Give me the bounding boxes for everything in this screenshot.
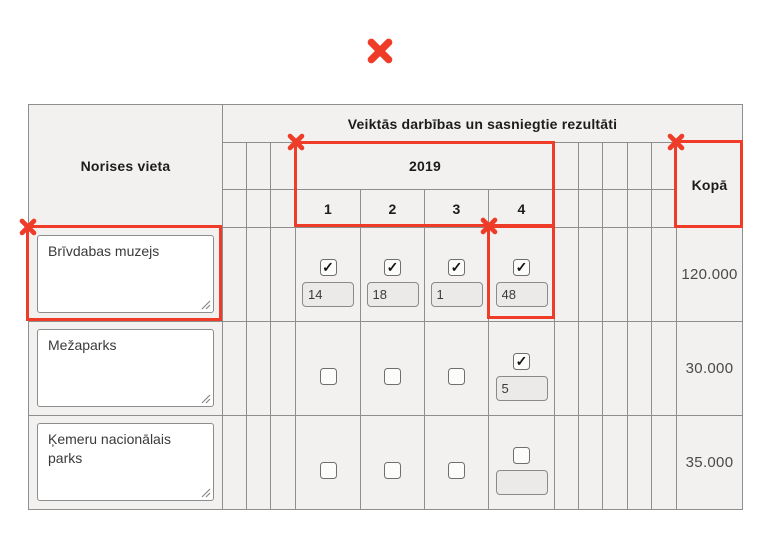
spacer-cell [555,143,579,190]
spacer-cell [271,322,296,416]
year-column-header [296,143,555,190]
venue-header-label: Norises vieta [80,158,171,174]
total-cell-row-2 [677,322,743,416]
year-header-label: 2019 [409,158,441,174]
spacer-cell [628,322,652,416]
spacer-cell [223,322,247,416]
quarter-checkbox[interactable] [384,462,401,479]
activity-cell-r1-q2 [361,228,425,322]
quarter-header-label: 1 [324,200,332,217]
activity-cell-r1-q1 [296,228,361,322]
spacer-cell [223,228,247,322]
activity-cell-r2-q3 [425,322,489,416]
quarter-checkbox[interactable]: ✓ [320,259,337,276]
quarter-header-4 [489,190,555,228]
spacer-cell [247,190,271,228]
spacer-cell [555,416,579,510]
quarter-checkbox[interactable] [320,462,337,479]
quarter-checkbox[interactable]: ✓ [384,259,401,276]
spacer-cell [579,416,603,510]
quarter-checkbox[interactable] [513,447,530,464]
venue-cell-row-3 [29,416,223,510]
spacer-cell [652,228,677,322]
spacer-cell [271,416,296,510]
quarter-header-label: 4 [517,200,526,217]
quarter-checkbox[interactable]: ✓ [513,353,530,370]
results-table [28,104,743,510]
venue-textarea[interactable] [37,423,214,501]
quarter-checkbox[interactable]: ✓ [513,259,530,276]
spacer-cell [247,143,271,190]
spacer-cell [223,416,247,510]
activity-cell-r3-q1 [296,416,361,510]
quarter-header-label: 2 [388,200,397,217]
venue-cell-row-2 [29,322,223,416]
total-header-label: Kopā [691,177,728,193]
spacer-cell [652,322,677,416]
quarter-checkbox[interactable]: ✓ [448,259,465,276]
activity-cell-r1-q4 [489,228,555,322]
spacer-cell [603,322,628,416]
activity-cell-r2-q4 [489,322,555,416]
spacer-cell [555,228,579,322]
venue-cell-row-1 [29,228,223,322]
total-column-header [677,143,743,228]
quarter-checkbox[interactable] [320,368,337,385]
spacer-cell [628,416,652,510]
quarter-value-input[interactable] [302,282,354,307]
quarter-value-input[interactable] [496,376,548,401]
quarter-checkbox[interactable] [448,462,465,479]
spacer-cell [628,228,652,322]
total-value: 120.000 [681,266,738,283]
spacer-cell [247,416,271,510]
activity-cell-r3-q4 [489,416,555,510]
quarter-checkbox[interactable] [448,368,465,385]
spacer-cell [652,416,677,510]
activity-cell-r2-q2 [361,322,425,416]
venue-textarea[interactable] [37,329,214,407]
spacer-cell [603,143,628,190]
venue-textarea[interactable] [37,235,214,313]
spacer-cell [555,322,579,416]
spacer-cell [579,190,603,228]
spacer-cell [603,228,628,322]
spacer-cell [652,190,677,228]
total-value: 35.000 [685,454,734,471]
quarter-value-input[interactable] [431,282,483,307]
spacer-cell [579,322,603,416]
activity-cell-r1-q3 [425,228,489,322]
spacer-cell [579,228,603,322]
activity-cell-r3-q2 [361,416,425,510]
spacer-cell [555,190,579,228]
spacer-cell [271,228,296,322]
total-value: 30.000 [685,360,734,377]
activities-column-header [223,105,743,143]
quarter-header-3 [425,190,489,228]
quarter-value-input[interactable] [496,282,548,307]
spacer-cell [579,143,603,190]
activity-cell-r2-q1 [296,322,361,416]
quarter-value-input[interactable] [367,282,419,307]
activity-cell-r3-q3 [425,416,489,510]
quarter-header-label: 3 [452,200,461,217]
total-cell-row-3 [677,416,743,510]
spacer-cell [271,143,296,190]
spacer-cell [223,143,247,190]
spacer-cell [271,190,296,228]
quarter-header-1 [296,190,361,228]
quarter-checkbox[interactable] [384,368,401,385]
spacer-cell [603,416,628,510]
total-cell-row-1 [677,228,743,322]
venue-column-header [29,105,223,228]
spacer-cell [223,190,247,228]
quarter-header-2 [361,190,425,228]
spacer-cell [603,190,628,228]
spacer-cell [247,322,271,416]
spacer-cell [652,143,677,190]
quarter-value-input[interactable] [496,470,548,495]
spacer-cell [628,190,652,228]
activities-header-label: Veiktās darbības un sasniegtie rezultāti [347,115,618,132]
spacer-cell [247,228,271,322]
big-x-icon [362,35,398,67]
spacer-cell [628,143,652,190]
